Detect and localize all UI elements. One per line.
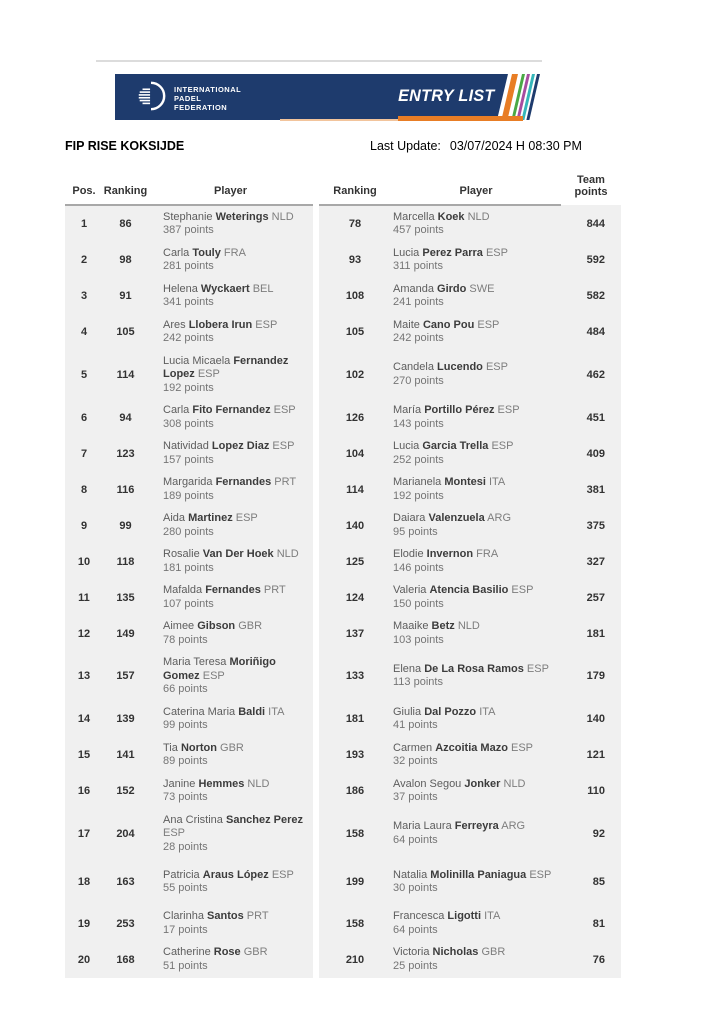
- player-points: 457 points: [393, 224, 444, 236]
- table-row: [65, 809, 621, 859]
- entry-table: [65, 170, 621, 978]
- ranking-cell-1: 139: [103, 701, 148, 737]
- table-row: [65, 616, 621, 652]
- player-name: Maite Cano Pou ESP: [393, 318, 500, 331]
- player-cell-1: [148, 508, 313, 544]
- player-cell-2: [391, 350, 561, 400]
- player-points: 181 points: [163, 561, 214, 574]
- table-row: [65, 436, 621, 472]
- player-points: 25 points: [393, 959, 438, 972]
- player-name: Catherine Rose GBR: [163, 946, 268, 958]
- player-cell-1: [148, 205, 313, 242]
- position-cell: 8: [65, 472, 103, 508]
- ranking-cell-1: 116: [103, 472, 148, 508]
- player-cell-2: [391, 616, 561, 652]
- player-cell-2: [391, 242, 561, 278]
- player-points: 32 points: [393, 755, 438, 767]
- player-cell-2: [391, 508, 561, 544]
- position-cell: 19: [65, 906, 103, 942]
- ranking-cell-2: 125: [319, 544, 391, 580]
- team-points-cell: 179: [561, 652, 621, 702]
- entry-list-banner-title: ENTRY LIST: [398, 86, 495, 105]
- ranking-cell-1: 204: [103, 809, 148, 859]
- player-points: 311 points: [393, 260, 443, 272]
- ranking-cell-2: 78: [319, 205, 391, 242]
- ranking-cell-2: 158: [319, 906, 391, 942]
- team-points-cell: 76: [561, 942, 621, 978]
- player-cell-2: [391, 773, 561, 809]
- player-name: Maria Laura Ferreyra ARG: [393, 820, 526, 833]
- table-row: [65, 278, 621, 314]
- player-cell-2: [391, 809, 561, 859]
- player-points: 242 points: [393, 332, 444, 344]
- player-cell-1: [148, 701, 313, 737]
- player-cell-1: [148, 652, 313, 702]
- position-cell: 10: [65, 544, 103, 580]
- player-name: Valeria Atencia Basilio ESP: [393, 584, 534, 596]
- team-points-cell: 582: [561, 278, 621, 314]
- table-row: [65, 400, 621, 436]
- banner-underline-light: [280, 119, 398, 121]
- ranking-cell-2: 199: [319, 859, 391, 906]
- player-points: 99 points: [163, 719, 208, 731]
- team-points-cell: 381: [561, 472, 621, 508]
- column-header-player-1: Player: [148, 170, 313, 205]
- logo-line-3: FEDERATION: [174, 103, 228, 112]
- player-points: 192 points: [163, 381, 214, 394]
- team-points-cell: 484: [561, 314, 621, 350]
- team-points-cell: 451: [561, 400, 621, 436]
- table-row: [65, 544, 621, 580]
- player-cell-1: [148, 580, 313, 616]
- player-points: 66 points: [163, 683, 208, 695]
- table-row: [65, 205, 621, 242]
- player-cell-2: [391, 906, 561, 942]
- player-cell-1: [148, 472, 313, 508]
- table-row: [65, 701, 621, 737]
- logo-line-2: PADEL: [174, 94, 202, 103]
- ranking-cell-2: 102: [319, 350, 391, 400]
- table-row: [65, 314, 621, 350]
- player-points: 281 points: [163, 260, 214, 272]
- team-points-cell: 110: [561, 773, 621, 809]
- ipf-logo-text: [174, 85, 241, 112]
- player-cell-1: [148, 544, 313, 580]
- table-row: [65, 737, 621, 773]
- ranking-cell-2: 114: [319, 472, 391, 508]
- player-name: Tia Norton GBR: [163, 741, 244, 754]
- player-name: Maaike Betz NLD: [393, 620, 480, 632]
- ranking-cell-1: 99: [103, 508, 148, 544]
- team-points-cell: 462: [561, 350, 621, 400]
- table-row: [65, 508, 621, 544]
- player-name: Daiara Valenzuela ARG: [393, 512, 512, 524]
- position-cell: 9: [65, 508, 103, 544]
- player-cell-1: [148, 242, 313, 278]
- player-cell-2: [391, 205, 561, 242]
- column-header-team-points: Team points: [561, 170, 621, 205]
- ranking-cell-2: 193: [319, 737, 391, 773]
- player-name: Clarinha Santos PRT: [163, 910, 269, 922]
- player-name: Maria Teresa Moriñigo Gomez ESP: [163, 656, 276, 682]
- player-cell-2: [391, 436, 561, 472]
- player-name: Helena Wyckaert BEL: [163, 282, 274, 295]
- player-points: 78 points: [163, 633, 208, 646]
- player-cell-2: [391, 737, 561, 773]
- ranking-cell-1: 152: [103, 773, 148, 809]
- ranking-cell-2: 133: [319, 652, 391, 702]
- ranking-cell-2: 186: [319, 773, 391, 809]
- player-cell-2: [391, 942, 561, 978]
- ranking-cell-1: 114: [103, 350, 148, 400]
- player-points: 37 points: [393, 791, 438, 803]
- player-points: 242 points: [163, 332, 214, 344]
- ranking-cell-2: 108: [319, 278, 391, 314]
- position-cell: 7: [65, 436, 103, 472]
- ranking-cell-1: 86: [103, 205, 148, 242]
- player-name: Elodie Invernon FRA: [393, 548, 499, 560]
- column-header-ranking-1: Ranking: [103, 170, 148, 205]
- player-points: 51 points: [163, 959, 208, 972]
- player-points: 103 points: [393, 633, 444, 646]
- player-cell-1: [148, 436, 313, 472]
- ranking-cell-1: 94: [103, 400, 148, 436]
- player-name: Aimee Gibson GBR: [163, 620, 263, 632]
- ranking-cell-1: 98: [103, 242, 148, 278]
- team-points-cell: 140: [561, 701, 621, 737]
- player-cell-2: [391, 278, 561, 314]
- player-cell-1: [148, 809, 313, 859]
- player-points: 252 points: [393, 453, 444, 466]
- player-points: 241 points: [393, 296, 444, 308]
- player-name: Marcella Koek NLD: [393, 210, 490, 223]
- entry-table-body: [65, 205, 621, 978]
- player-name: Stephanie Weterings NLD: [163, 210, 294, 223]
- table-row: [65, 472, 621, 508]
- player-name: Amanda Girdo SWE: [393, 282, 495, 295]
- ranking-cell-2: 140: [319, 508, 391, 544]
- ranking-cell-1: 163: [103, 859, 148, 906]
- player-cell-1: [148, 773, 313, 809]
- team-points-cell: 327: [561, 544, 621, 580]
- team-points-cell: 81: [561, 906, 621, 942]
- table-row: [65, 942, 621, 978]
- player-points: 113 points: [393, 676, 443, 689]
- banner-top-edge: [96, 60, 542, 62]
- ranking-cell-2: 93: [319, 242, 391, 278]
- player-name: Candela Lucendo ESP: [393, 361, 508, 374]
- player-name: Janine Hemmes NLD: [163, 777, 270, 790]
- position-cell: 3: [65, 278, 103, 314]
- last-update-value: 03/07/2024 H 08:30 PM: [449, 139, 582, 153]
- ipf-logo: [135, 80, 241, 117]
- player-name: Marianela Montesi ITA: [393, 476, 506, 488]
- position-cell: 18: [65, 859, 103, 906]
- player-points: 146 points: [393, 561, 444, 574]
- player-cell-1: [148, 400, 313, 436]
- player-name: Victoria Nicholas GBR: [393, 946, 506, 958]
- position-cell: 6: [65, 400, 103, 436]
- player-cell-2: [391, 544, 561, 580]
- player-cell-1: [148, 278, 313, 314]
- column-header-player-2: Player: [391, 170, 561, 205]
- player-points: 73 points: [163, 791, 208, 803]
- last-update: [370, 139, 582, 153]
- ranking-cell-1: 157: [103, 652, 148, 702]
- ranking-cell-2: 104: [319, 436, 391, 472]
- ranking-cell-1: 168: [103, 942, 148, 978]
- ranking-cell-1: 123: [103, 436, 148, 472]
- player-points: 157 points: [163, 453, 214, 466]
- position-cell: 1: [65, 205, 103, 242]
- player-points: 189 points: [163, 489, 214, 502]
- ranking-cell-1: 253: [103, 906, 148, 942]
- position-cell: 5: [65, 350, 103, 400]
- player-cell-2: [391, 472, 561, 508]
- player-points: 341 points: [163, 296, 214, 308]
- player-cell-1: [148, 859, 313, 906]
- player-name: Caterina Maria Baldi ITA: [163, 705, 285, 718]
- ranking-cell-2: 181: [319, 701, 391, 737]
- team-points-cell: 257: [561, 580, 621, 616]
- table-row: [65, 859, 621, 906]
- table-row: [65, 906, 621, 942]
- player-name: Lucia Perez Parra ESP: [393, 246, 508, 259]
- table-row: [65, 350, 621, 400]
- player-cell-1: [148, 906, 313, 942]
- player-name: Giulia Dal Pozzo ITA: [393, 705, 496, 718]
- position-cell: 17: [65, 809, 103, 859]
- position-cell: 4: [65, 314, 103, 350]
- player-cell-1: [148, 942, 313, 978]
- position-cell: 2: [65, 242, 103, 278]
- player-points: 192 points: [393, 489, 444, 502]
- ipf-banner: [115, 74, 535, 120]
- ranking-cell-1: 91: [103, 278, 148, 314]
- column-header-pos: Pos.: [65, 170, 103, 205]
- player-name: Lucia Garcia Trella ESP: [393, 440, 514, 452]
- ranking-cell-2: 158: [319, 809, 391, 859]
- player-points: 89 points: [163, 755, 208, 767]
- ranking-cell-1: 105: [103, 314, 148, 350]
- table-row: [65, 580, 621, 616]
- last-update-label: Last Update:: [370, 139, 441, 153]
- player-points: 28 points: [163, 840, 208, 853]
- player-name: Aida Martinez ESP: [163, 512, 258, 524]
- player-points: 387 points: [163, 224, 214, 236]
- player-points: 107 points: [163, 597, 214, 610]
- player-points: 17 points: [163, 923, 208, 936]
- player-points: 150 points: [393, 597, 444, 610]
- ranking-cell-2: 126: [319, 400, 391, 436]
- column-header-ranking-2: Ranking: [319, 170, 391, 205]
- player-cell-2: [391, 314, 561, 350]
- entry-table-header: [65, 170, 621, 205]
- player-points: 41 points: [393, 719, 438, 731]
- table-row: [65, 652, 621, 702]
- player-name: Rosalie Van Der Hoek NLD: [163, 548, 299, 560]
- player-name: Mafalda Fernandes PRT: [163, 584, 286, 596]
- ranking-cell-2: 137: [319, 616, 391, 652]
- player-name: Lucia Micaela Fernandez Lopez ESP: [163, 354, 289, 380]
- player-cell-1: [148, 616, 313, 652]
- position-cell: 15: [65, 737, 103, 773]
- ranking-cell-1: 135: [103, 580, 148, 616]
- player-cell-2: [391, 859, 561, 906]
- player-points: 270 points: [393, 374, 444, 387]
- team-points-cell: 844: [561, 205, 621, 242]
- position-cell: 16: [65, 773, 103, 809]
- team-points-cell: 181: [561, 616, 621, 652]
- player-points: 280 points: [163, 525, 214, 538]
- team-points-cell: 375: [561, 508, 621, 544]
- player-name: Carla Fito Fernandez ESP: [163, 404, 296, 416]
- player-name: Ana Cristina Sanchez Perez ESP: [163, 813, 304, 839]
- team-points-cell: 409: [561, 436, 621, 472]
- player-name: Patricia Araus López ESP: [163, 868, 294, 881]
- player-name: Avalon Segou Jonker NLD: [393, 777, 526, 790]
- ranking-cell-1: 149: [103, 616, 148, 652]
- position-cell: 11: [65, 580, 103, 616]
- team-points-cell: 121: [561, 737, 621, 773]
- player-cell-2: [391, 701, 561, 737]
- player-cell-2: [391, 652, 561, 702]
- ranking-cell-2: 124: [319, 580, 391, 616]
- player-points: 64 points: [393, 833, 438, 846]
- logo-line-1: INTERNATIONAL: [174, 85, 242, 94]
- player-cell-1: [148, 737, 313, 773]
- player-cell-1: [148, 314, 313, 350]
- table-row: [65, 773, 621, 809]
- table-row: [65, 242, 621, 278]
- team-points-cell: 92: [561, 809, 621, 859]
- position-cell: 14: [65, 701, 103, 737]
- player-points: 55 points: [163, 882, 208, 894]
- player-points: 64 points: [393, 923, 438, 936]
- banner-underline-orange: [398, 116, 523, 121]
- event-title: FIP RISE KOKSIJDE: [65, 139, 185, 153]
- player-name: Francesca Ligotti ITA: [393, 910, 501, 922]
- player-cell-1: [148, 350, 313, 400]
- position-cell: 13: [65, 652, 103, 702]
- padel-ball-icon: [135, 80, 167, 117]
- player-name: Carla Touly FRA: [163, 246, 246, 259]
- team-points-cell: 85: [561, 859, 621, 906]
- ranking-cell-2: 105: [319, 314, 391, 350]
- position-cell: 20: [65, 942, 103, 978]
- player-name: Margarida Fernandes PRT: [163, 476, 297, 488]
- player-points: 143 points: [393, 417, 444, 430]
- position-cell: 12: [65, 616, 103, 652]
- player-name: Natividad Lopez Diaz ESP: [163, 440, 295, 452]
- player-cell-2: [391, 400, 561, 436]
- ranking-cell-2: 210: [319, 942, 391, 978]
- ranking-cell-1: 118: [103, 544, 148, 580]
- player-cell-2: [391, 580, 561, 616]
- player-points: 308 points: [163, 417, 214, 430]
- player-name: María Portillo Pérez ESP: [393, 404, 520, 416]
- team-points-cell: 592: [561, 242, 621, 278]
- player-points: 30 points: [393, 882, 438, 894]
- ranking-cell-1: 141: [103, 737, 148, 773]
- player-name: Ares Llobera Irun ESP: [163, 318, 278, 331]
- player-points: 95 points: [393, 525, 438, 538]
- player-name: Carmen Azcoitia Mazo ESP: [393, 741, 533, 754]
- player-name: Natalia Molinilla Paniagua ESP: [393, 868, 552, 881]
- player-name: Elena De La Rosa Ramos ESP: [393, 662, 549, 675]
